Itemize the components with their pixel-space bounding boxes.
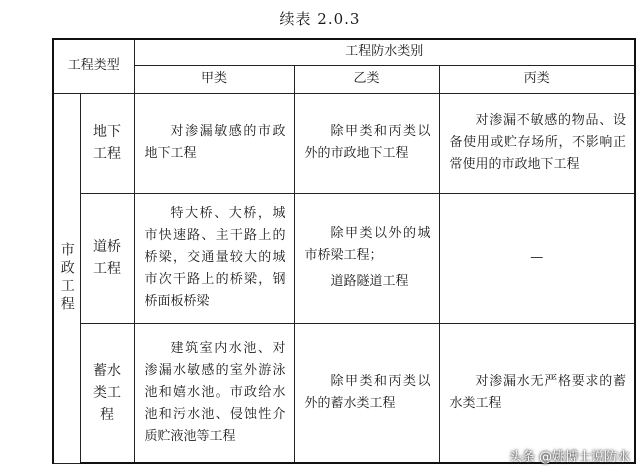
- subtype-cell: [80, 193, 134, 323]
- group-cell: [53, 93, 80, 463]
- class-a-header: 甲类: [134, 65, 294, 93]
- header-row-top: [53, 39, 635, 65]
- table-row: [53, 323, 635, 463]
- class-c-cell: 对渗漏水无严格要求的蓄水类工程: [439, 323, 635, 463]
- class-c-cell: [439, 193, 635, 323]
- subtype-label: 工程: [93, 146, 121, 162]
- waterproof-class-table: [52, 38, 636, 464]
- class-b-cell: 除甲类和丙类以外的蓄水类工程: [294, 323, 439, 463]
- subtype-cell: [80, 93, 134, 193]
- table-row: [53, 93, 635, 193]
- class-b-cell: 除甲类和丙类以外的市政地下工程: [294, 93, 439, 193]
- subtype-label: 程: [100, 406, 114, 423]
- header-row-classes: [53, 65, 635, 93]
- subtype-label: 道桥: [93, 239, 121, 255]
- class-a-cell: 建筑室内水池、对渗漏水敏感的室外游泳池和嬉水池。市政给水池和污水池、侵蚀性介质贮液池等工程: [134, 323, 294, 463]
- subtype-label: 工程: [93, 261, 121, 277]
- source-watermark: 头条 @姚博士说防水: [508, 450, 630, 465]
- class-a-cell: 特大桥、大桥，城市快速路、主干路上的桥梁，交通量较大的城市次干路上的桥梁，钢桥面板桥梁: [134, 193, 294, 323]
- table-row: [53, 193, 635, 323]
- group-label: 市政工程: [58, 242, 75, 314]
- subtype-cell: [80, 323, 134, 463]
- empty-dash: —: [530, 250, 544, 265]
- table-caption: 续表 2.0.3: [279, 10, 361, 28]
- subtype-label: 蓄水: [93, 362, 121, 379]
- class-c-cell: 对渗漏不敏感的物品、设备使用或贮存场所，不影响正常使用的市政地下工程: [439, 93, 635, 193]
- type-header: 工程类型: [53, 39, 134, 93]
- class-a-cell: 对渗漏敏感的市政地下工程: [134, 93, 294, 193]
- class-c-header: 丙类: [439, 65, 635, 93]
- class-b-cell: 除甲类以外的城市桥梁工程； 道路隧道工程: [294, 193, 439, 323]
- subtype-label: 类工: [93, 384, 121, 401]
- subtype-label: 地下: [93, 124, 121, 140]
- class-b-header: 乙类: [294, 65, 439, 93]
- category-header: 工程防水类别: [134, 39, 635, 65]
